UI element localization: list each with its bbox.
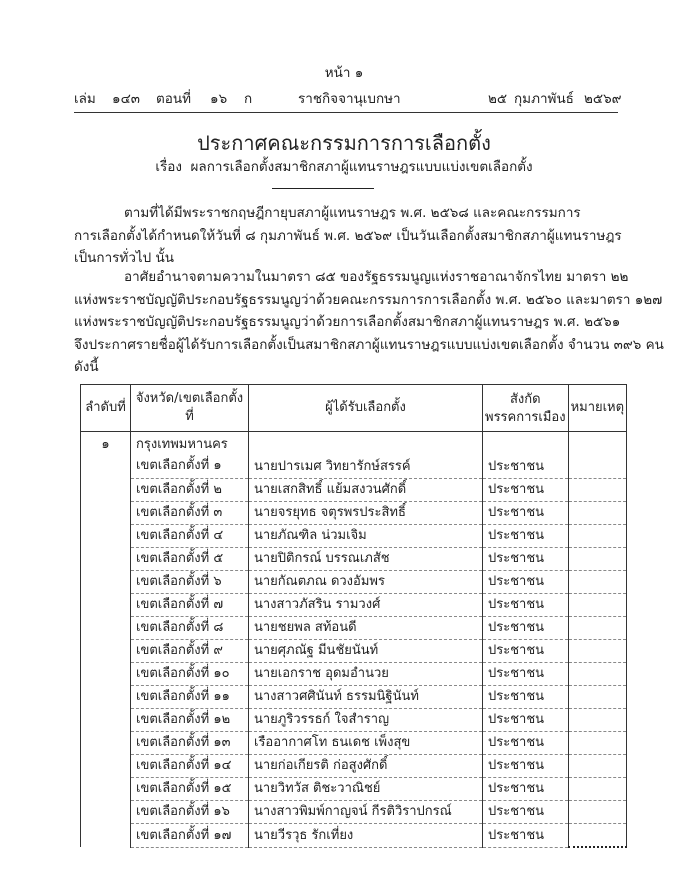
- district-name: เขตเลือกตั้งที่ ๑๑: [131, 686, 249, 709]
- table-row: [81, 617, 627, 640]
- party-name: ประชาชน: [483, 640, 569, 663]
- group-order-number: ๑: [81, 432, 131, 848]
- paragraph-preamble: [74, 202, 626, 270]
- table-row: [81, 732, 627, 755]
- party-name: ประชาชน: [483, 502, 569, 525]
- party-name: ประชาชน: [483, 709, 569, 732]
- district-name: เขตเลือกตั้งที่ ๑๐: [131, 663, 249, 686]
- elected-name: นางสาวศศินันท์ ธรรมนิฐินันท์: [249, 686, 483, 709]
- district-name: เขตเลือกตั้งที่ ๑๓: [131, 732, 249, 755]
- district-name: เขตเลือกตั้งที่ ๑๗: [131, 824, 249, 848]
- header-order: ลำดับที่: [81, 385, 131, 432]
- note-cell: [568, 778, 627, 801]
- elected-name: นายวีรวุธ รักเที่ยง: [249, 824, 483, 848]
- table-row: [81, 801, 627, 824]
- publication-name: ราชกิจจานุเบกษา: [298, 91, 401, 107]
- district-name: เขตเลือกตั้งที่ ๔: [131, 525, 249, 548]
- table-row: [81, 479, 627, 502]
- note-cell: [568, 824, 627, 848]
- elected-name: นายชยพล สท้อนดี: [249, 617, 483, 640]
- table-row: [81, 686, 627, 709]
- elected-name: เรืออากาศโท ธนเดช เพ็งสุข: [249, 732, 483, 755]
- elected-name: นายปารเมศ วิทยารักษ์สรรค์: [249, 432, 483, 479]
- subject-label: เรื่อง: [155, 159, 182, 175]
- paragraph-line: อาศัยอำนาจตามความในมาตรา ๘๕ ของรัฐธรรมนูญแห่งราชอาณาจักรไทย มาตรา ๒๒: [124, 269, 629, 285]
- district-name: เขตเลือกตั้งที่ ๗: [131, 594, 249, 617]
- elected-name: นายเสกสิทธิ์ แย้มสงวนศักดิ์: [249, 479, 483, 502]
- announcement-title: ประกาศคณะกรรมการการเลือกตั้ง: [197, 131, 491, 155]
- subject-text: ผลการเลือกตั้งสมาชิกสภาผู้แทนราษฎรแบบแบ่งเขตเลือกตั้ง: [190, 159, 533, 175]
- district-name: เขตเลือกตั้งที่ ๘: [131, 617, 249, 640]
- party-name: ประชาชน: [483, 824, 569, 848]
- note-cell: [568, 732, 627, 755]
- date-month: กุมภาพันธ์: [514, 91, 574, 107]
- election-results-table: [80, 384, 627, 848]
- party-name: ประชาชน: [483, 663, 569, 686]
- party-name: ประชาชน: [483, 525, 569, 548]
- party-name: ประชาชน: [483, 571, 569, 594]
- header-note: หมายเหตุ: [568, 385, 627, 432]
- issue-number: ๑๖: [210, 91, 228, 107]
- party-name: ประชาชน: [483, 686, 569, 709]
- elected-name: นายภูริวรรธก์ ใจสำราญ: [249, 709, 483, 732]
- paragraph-authority: [74, 266, 664, 379]
- party-name: ประชาชน: [483, 801, 569, 824]
- elected-name: นายปิติกรณ์ บรรณเภสัช: [249, 548, 483, 571]
- paragraph-line: เป็นการทั่วไป นั้น: [74, 250, 175, 266]
- table-row: [81, 778, 627, 801]
- table-row: [81, 548, 627, 571]
- volume-number: ๑๔๓: [112, 91, 141, 107]
- announcement-subject: [0, 158, 688, 176]
- district-name: เขตเลือกตั้งที่ ๖: [131, 571, 249, 594]
- district-name: เขตเลือกตั้งที่ ๑: [136, 458, 222, 473]
- party-name: ประชาชน: [483, 732, 569, 755]
- title-divider: [272, 188, 374, 189]
- note-cell: [568, 571, 627, 594]
- elected-name: นายเอกราช อุดมอำนวย: [249, 663, 483, 686]
- district-name: เขตเลือกตั้งที่ ๒: [131, 479, 249, 502]
- elected-name: นางสาวภัสริน รามวงศ์: [249, 594, 483, 617]
- running-header: [74, 90, 622, 110]
- table-row: [81, 432, 627, 479]
- party-name: ประชาชน: [483, 778, 569, 801]
- paragraph-line: ดังนี้: [74, 359, 99, 375]
- table-row: [81, 663, 627, 686]
- note-cell: [568, 617, 627, 640]
- note-cell: [568, 479, 627, 502]
- district-name: เขตเลือกตั้งที่ ๙: [131, 640, 249, 663]
- party-name: ประชาชน: [483, 617, 569, 640]
- note-cell: [568, 502, 627, 525]
- volume-label: เล่ม: [74, 91, 96, 107]
- header-rule: [74, 112, 618, 113]
- note-cell: [568, 525, 627, 548]
- elected-name: นายกัณตภณ ดวงอัมพร: [249, 571, 483, 594]
- table-row: [81, 502, 627, 525]
- table-row: [81, 594, 627, 617]
- note-cell: [568, 432, 627, 479]
- party-name: ประชาชน: [483, 594, 569, 617]
- note-cell: [568, 801, 627, 824]
- header-party: [483, 385, 569, 432]
- district-name: เขตเลือกตั้งที่ ๓: [131, 502, 249, 525]
- date-day: ๒๕: [488, 91, 508, 107]
- elected-name: นายศุภณัฐ มีนชัยนันท์: [249, 640, 483, 663]
- elected-name: นายก่อเกียรติ ก่อสูงศักดิ์: [249, 755, 483, 778]
- paragraph-line: การเลือกตั้งได้กำหนดให้วันที่ ๘ กุมภาพันธ์ พ.ศ. ๒๕๖๙ เป็นวันเลือกตั้งสมาชิกสภาผู้แทนราษฎร: [74, 227, 622, 244]
- note-cell: [568, 709, 627, 732]
- header-elected: ผู้ได้รับเลือกตั้ง: [249, 385, 483, 432]
- page-number: หน้า ๑: [324, 65, 364, 81]
- party-name: ประชาชน: [483, 479, 569, 502]
- paragraph-line: แห่งพระราชบัญญัติประกอบรัฐธรรมนูญว่าด้วยการเลือกตั้งสมาชิกสภาผู้แทนราษฎร พ.ศ. ๒๕๖๑: [74, 314, 621, 330]
- note-cell: [568, 548, 627, 571]
- note-cell: [568, 640, 627, 663]
- party-name: ประชาชน: [483, 432, 569, 479]
- note-cell: [568, 663, 627, 686]
- table-header-row: [81, 385, 627, 432]
- section-letter: ก: [244, 91, 253, 107]
- table-row: [81, 824, 627, 848]
- header-party-line2: พรรคการเมือง: [485, 410, 566, 425]
- issue-label: ตอนที่: [156, 91, 192, 107]
- note-cell: [568, 594, 627, 617]
- elected-name: นางสาวพิมพ์กาญจน์ กีรติวิราปกรณ์: [249, 801, 483, 824]
- district-name: เขตเลือกตั้งที่ ๑๔: [131, 755, 249, 778]
- paragraph-line: ตามที่ได้มีพระราชกฤษฎีกายุบสภาผู้แทนราษฎร พ.ศ. ๒๕๖๘ และคณะกรรมการ: [124, 205, 581, 221]
- table-row: [81, 755, 627, 778]
- district-name: เขตเลือกตั้งที่ ๑๕: [131, 778, 249, 801]
- header-party-line1: สังกัด: [509, 392, 541, 407]
- elected-name: นายวิทวัส ติชะวาณิชย์: [249, 778, 483, 801]
- table-row: [81, 525, 627, 548]
- elected-name: นายจรยุทธ จตุรพรประสิทธิ์: [249, 502, 483, 525]
- party-name: ประชาชน: [483, 548, 569, 571]
- table-row: [81, 571, 627, 594]
- table-row: [81, 640, 627, 663]
- paragraph-line: จึงประกาศรายชื่อผู้ได้รับการเลือกตั้งเป็นสมาชิกสภาผู้แทนราษฎรแบบแบ่งเขตเลือกตั้ง จำนวน ๓๙๖ คน: [74, 336, 664, 353]
- paragraph-line: แห่งพระราชบัญญัติประกอบรัฐธรรมนูญว่าด้วยคณะกรรมการการเลือกตั้ง พ.ศ. ๒๕๖๐ และมาตรา ๑๒๗: [74, 291, 663, 308]
- note-cell: [568, 755, 627, 778]
- district-name: เขตเลือกตั้งที่ ๑๖: [131, 801, 249, 824]
- district-name: เขตเลือกตั้งที่ ๑๒: [131, 709, 249, 732]
- header-district: จังหวัด/เขตเลือกตั้งที่: [131, 385, 249, 432]
- party-name: ประชาชน: [483, 755, 569, 778]
- elected-name: นายภัณฑิล น่วมเจิม: [249, 525, 483, 548]
- table-row: [81, 709, 627, 732]
- district-cell: [131, 432, 249, 479]
- district-name: เขตเลือกตั้งที่ ๕: [131, 548, 249, 571]
- date-year: ๒๕๖๙: [584, 91, 622, 107]
- note-cell: [568, 686, 627, 709]
- province-name: กรุงเทพมหานคร: [136, 437, 228, 452]
